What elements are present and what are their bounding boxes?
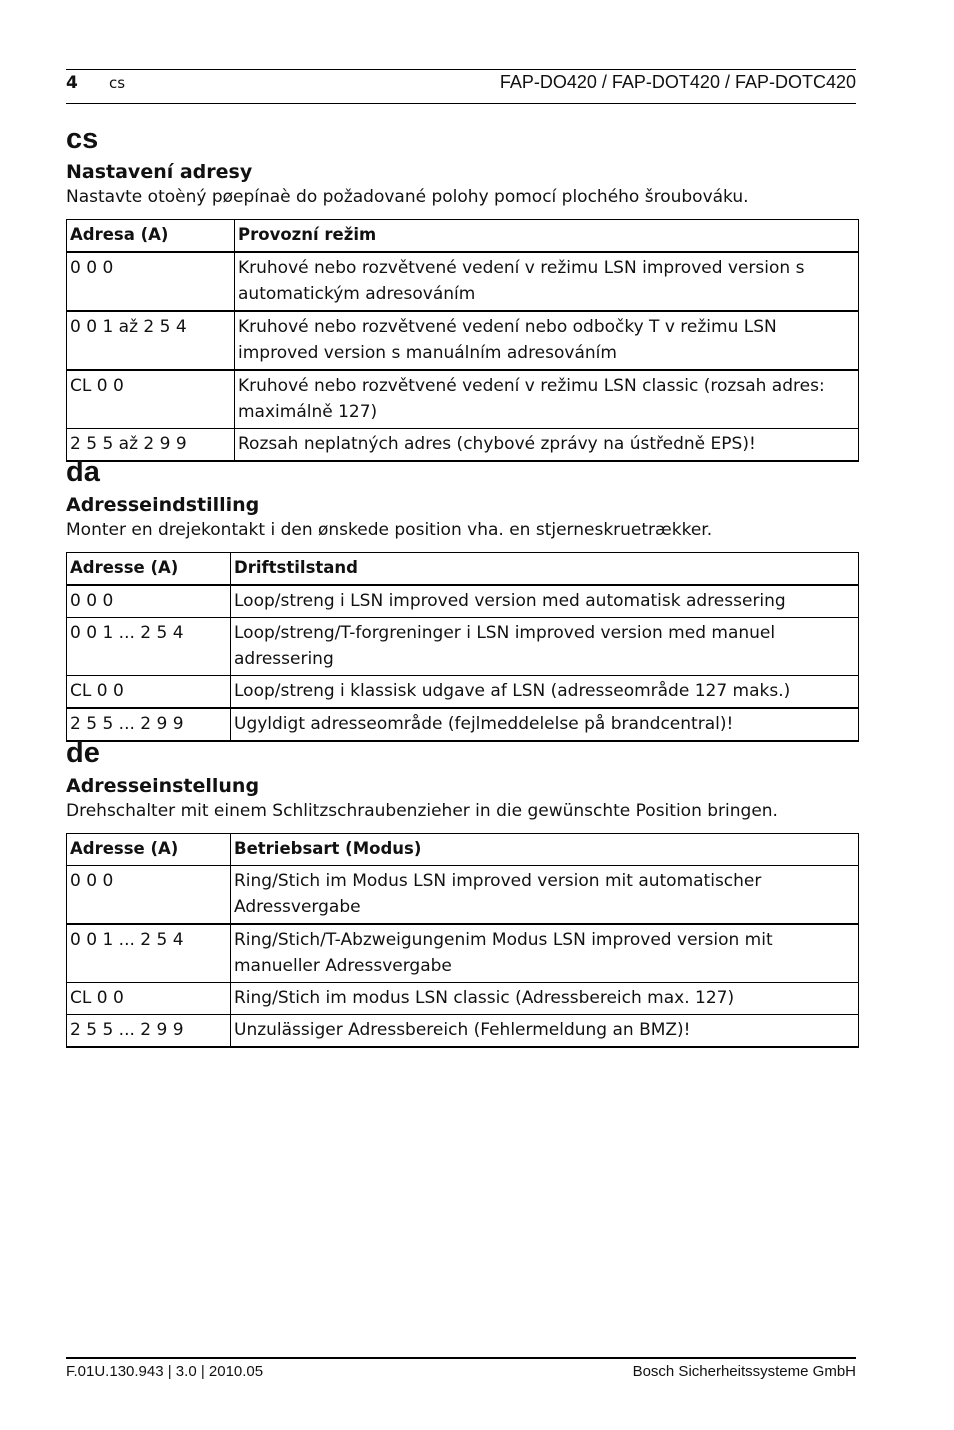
address-cell: 0 0 1 ... 2 5 4 xyxy=(67,618,231,676)
address-table xyxy=(66,552,859,742)
document-reference: F.01U.130.943 | 3.0 | 2010.05 xyxy=(66,1363,264,1380)
table-row xyxy=(67,370,859,429)
mode-cell: Kruhové nebo rozvětvené vedení v režimu LSN classic (rozsah adres: maximálně 127) xyxy=(235,370,859,429)
mode-cell: Loop/streng/T-forgreninger i LSN improved version med manuel adressering xyxy=(231,618,859,676)
page-footer xyxy=(66,1357,856,1387)
mode-cell: Ugyldigt adresseområde (fejlmeddelelse på brandcentral)! xyxy=(231,708,859,741)
column-header-address: Adresse (A) xyxy=(67,553,231,586)
section-language-heading: da xyxy=(66,456,100,488)
address-cell: CL 0 0 xyxy=(67,370,235,429)
table-row xyxy=(67,311,859,370)
address-table xyxy=(66,833,859,1048)
mode-cell: Loop/streng i LSN improved version med automatisk adressering xyxy=(231,585,859,618)
column-header-mode: Provozní režim xyxy=(235,220,859,253)
section-subtitle: Adresseinstellung xyxy=(66,775,260,797)
address-cell: 0 0 0 xyxy=(67,866,231,925)
column-header-mode: Driftstilstand xyxy=(231,553,859,586)
section-description: Drehschalter mit einem Schlitzschraubenzieher in die gewünschte Position bringen. xyxy=(66,801,778,821)
table-row xyxy=(67,676,859,709)
table-header-row xyxy=(67,220,859,253)
section-language-heading: cs xyxy=(66,123,99,155)
section-language-heading: de xyxy=(66,737,100,769)
table-row xyxy=(67,585,859,618)
document-title: FAP-DO420 / FAP-DOT420 / FAP-DOTC420 xyxy=(499,72,856,92)
address-cell: 2 5 5 až 2 9 9 xyxy=(67,429,235,462)
section-subtitle: Adresseindstilling xyxy=(66,494,260,516)
table-row xyxy=(67,618,859,676)
table-row xyxy=(67,252,859,311)
address-cell: 0 0 1 až 2 5 4 xyxy=(67,311,235,370)
column-header-address: Adresa (A) xyxy=(67,220,235,253)
page-header xyxy=(66,69,856,104)
address-cell: CL 0 0 xyxy=(67,983,231,1015)
mode-cell: Ring/Stich im modus LSN classic (Adressbereich max. 127) xyxy=(231,983,859,1015)
address-table xyxy=(66,219,859,462)
section-cs xyxy=(66,122,858,462)
section-description: Monter en drejekontakt i den ønskede position vha. en stjerneskruetrækker. xyxy=(66,520,713,540)
address-cell: 0 0 1 ... 2 5 4 xyxy=(67,924,231,983)
address-cell: CL 0 0 xyxy=(67,676,231,709)
table-row xyxy=(67,924,859,983)
table-row xyxy=(67,1015,859,1048)
mode-cell: Ring/Stich/T-Abzweigungenim Modus LSN improved version mit manueller Adressvergabe xyxy=(231,924,859,983)
section-subtitle: Nastavení adresy xyxy=(66,161,253,183)
mode-cell: Ring/Stich im Modus LSN improved version mit automatischer Adressvergabe xyxy=(231,866,859,925)
mode-cell: Kruhové nebo rozvětvené vedení nebo odbočky T v režimu LSN improved version s manuálním adresováním xyxy=(235,311,859,370)
address-cell: 0 0 0 xyxy=(67,585,231,618)
column-header-mode: Betriebsart (Modus) xyxy=(231,834,859,866)
page-number: 4 xyxy=(66,73,78,93)
address-cell: 0 0 0 xyxy=(67,252,235,311)
mode-cell: Kruhové nebo rozvětvené vedení v režimu LSN improved version s automatickým adresováním xyxy=(235,252,859,311)
table-header-row xyxy=(67,834,859,866)
section-description: Nastavte otoèný pøepínaè do požadované polohy pomocí plochého šroubováku. xyxy=(66,187,749,207)
table-row xyxy=(67,983,859,1015)
table-row xyxy=(67,866,859,925)
address-cell: 2 5 5 ... 2 9 9 xyxy=(67,1015,231,1048)
header-language: cs xyxy=(109,74,126,92)
company-name: Bosch Sicherheitssysteme GmbH xyxy=(632,1363,856,1380)
column-header-address: Adresse (A) xyxy=(67,834,231,866)
table-header-row xyxy=(67,553,859,586)
section-da xyxy=(66,455,858,742)
section-de xyxy=(66,736,858,1048)
mode-cell: Rozsah neplatných adres (chybové zprávy na ústředně EPS)! xyxy=(235,429,859,462)
address-cell: 2 5 5 ... 2 9 9 xyxy=(67,708,231,741)
mode-cell: Loop/streng i klassisk udgave af LSN (adresseområde 127 maks.) xyxy=(231,676,859,709)
mode-cell: Unzulässiger Adressbereich (Fehlermeldung an BMZ)! xyxy=(231,1015,859,1048)
